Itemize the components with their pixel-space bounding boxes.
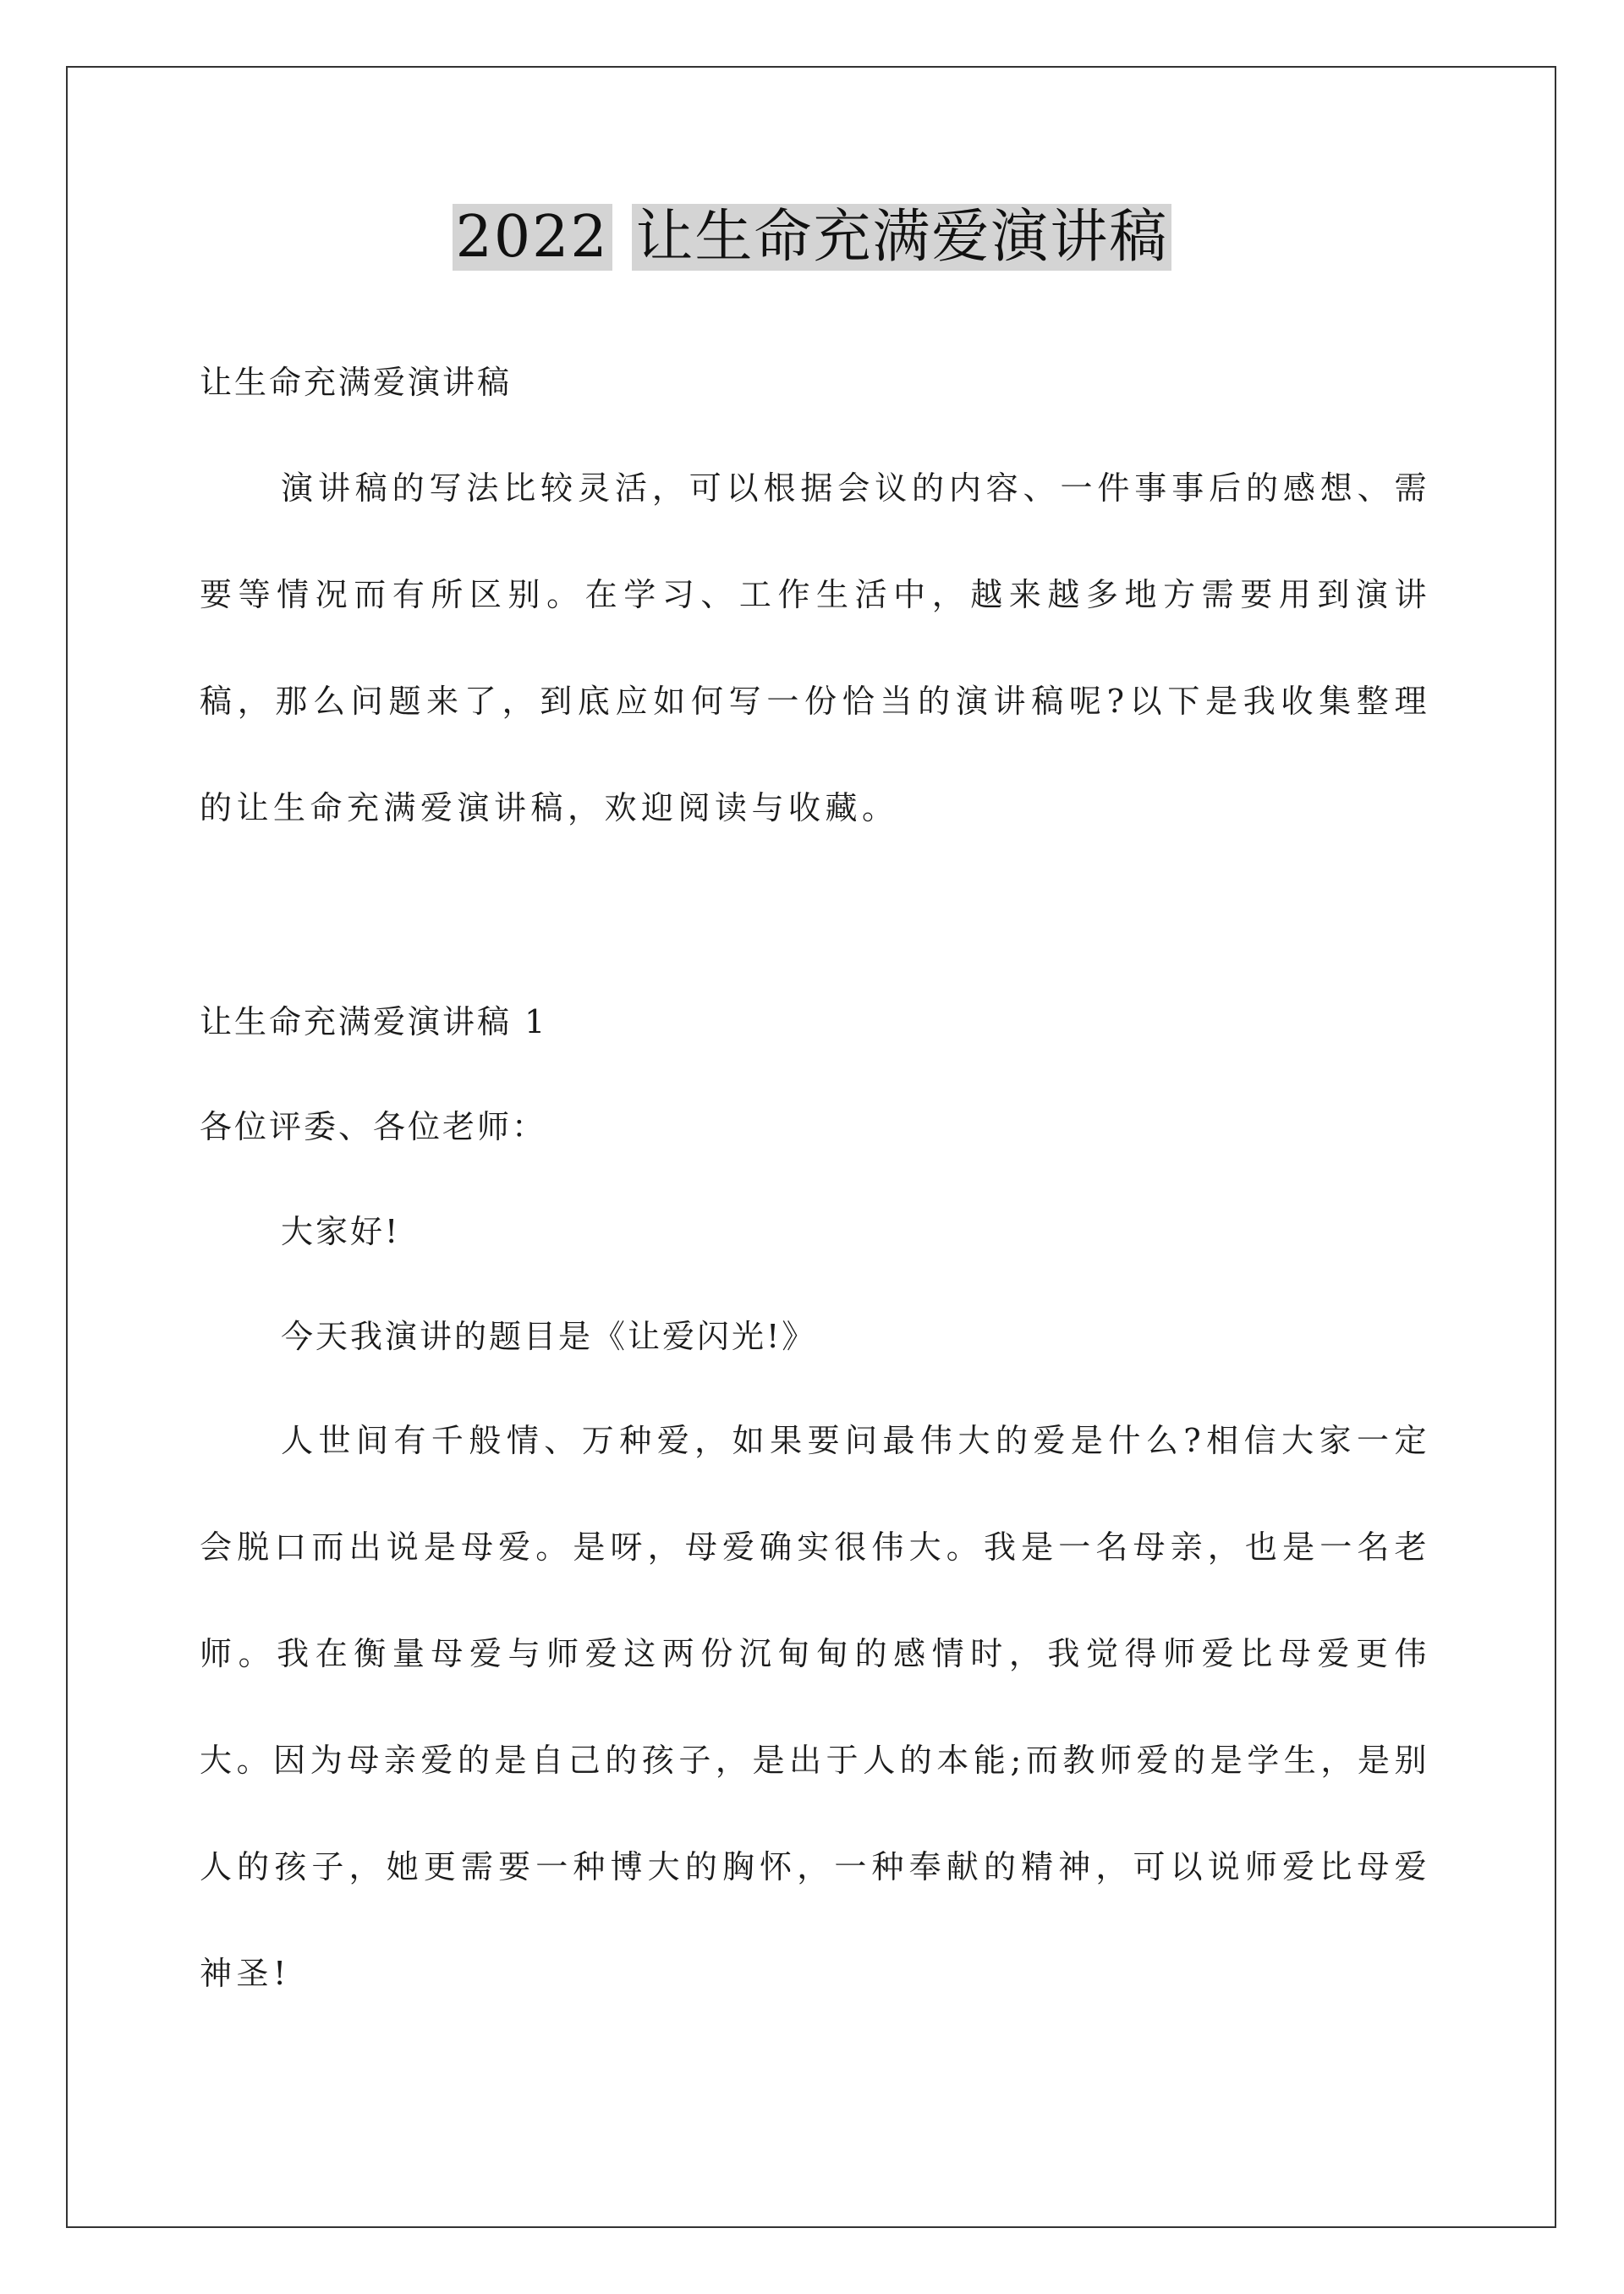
topic-line: 今天我演讲的题目是《让爱闪光!》 (281, 1318, 817, 1355)
document-subtitle: 让生命充满爱演讲稿 (200, 364, 513, 401)
title-container (0, 200, 1624, 276)
section-heading: 让生命充满爱演讲稿 1 (200, 1003, 548, 1040)
body-paragraph: 人世间有千般情、万种爱，如果要问最伟大的爱是什么?相信大家一定会脱口而出说是母爱。是呀，母爱确实很伟大。我是一名母亲，也是一名老师。我在衡量母爱与师爱这两份沉甸甸的感情时，我觉得师爱比母爱更伟大。因为母亲爱的是自己的孩子，是出于人的本能;而教师爱的是学生，是别人的孩子，她更需要一种博大的胸怀，一种奉献的精神，可以说师爱比母爱神圣! (200, 1422, 1431, 1992)
title-text: 让生命充满爱演讲稿 (632, 204, 1171, 271)
intro-paragraph: 演讲稿的写法比较灵活，可以根据会议的内容、一件事事后的感想、需要等情况而有所区别。在学习、工作生活中，越来越多地方需要用到演讲稿，那么问题来了，到底应如何写一份恰当的演讲稿呢?以下是我收集整理的让生命充满爱演讲稿，欢迎阅读与收藏。 (200, 469, 1431, 826)
document-title (453, 200, 1172, 276)
greeting: 大家好! (281, 1213, 401, 1250)
salutation: 各位评委、各位老师： (200, 1108, 547, 1145)
title-year: 2022 (453, 204, 612, 271)
